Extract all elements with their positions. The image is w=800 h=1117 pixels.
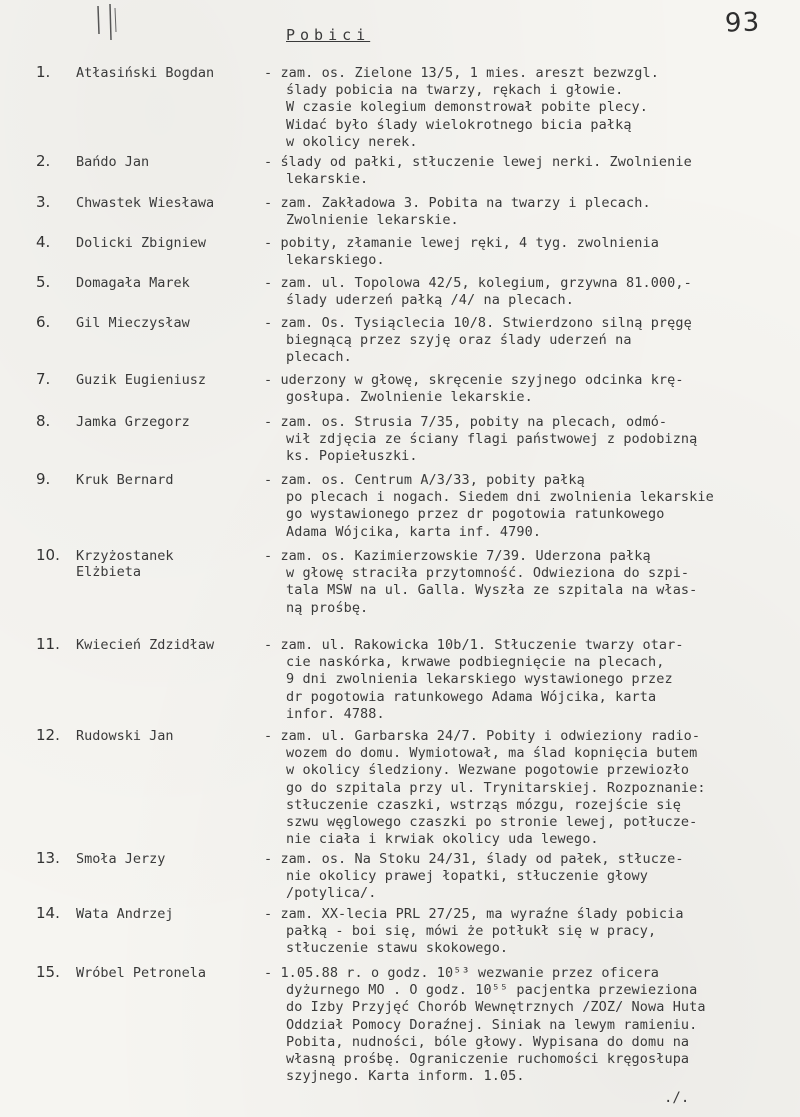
entry-detail-line: w okolicy nerek.	[286, 133, 418, 150]
entry-name: Chwastek Wiesława	[76, 195, 215, 211]
entry-detail-line: W czasie kolegium demonstrował pobite plecy.	[286, 99, 649, 116]
entry-detail-line: szyjnego. Karta inform. 1.05.	[286, 1068, 525, 1085]
entry-detail-line: - ślady od pałki, stłuczenie lewej nerki. Zwolnienie	[264, 154, 692, 170]
entry-details	[264, 65, 794, 151]
entry-details	[264, 906, 794, 958]
entry-detail-line: wił zdjęcia ze ściany flagi państwowej z podobizną	[286, 431, 698, 448]
entry-detail-line: Widać było ślady wielokrotnego bicia pałką	[286, 116, 632, 133]
entry-detail-line: - zam. os. Centrum A/3/33, pobity pałką	[264, 472, 585, 488]
entry-detail-line: 9 dni zwolnienia lekarskiego wystawionego przez	[286, 671, 673, 688]
entry-number: 13.	[36, 849, 60, 867]
entry-detail-line: wozem do domu. Wymiotował, ma ślad kopnięcia butem	[286, 745, 698, 762]
entry-details	[264, 414, 794, 466]
entry-name: Smoła Jerzy	[76, 851, 166, 867]
entry-details	[264, 195, 794, 229]
entry-details	[264, 637, 794, 723]
entry-name: Rudowski Jan	[76, 728, 174, 744]
entry-detail-line: lekarskiego.	[286, 252, 385, 269]
entry-name: Kruk Bernard	[76, 472, 174, 488]
entry-details	[264, 965, 794, 1085]
entry-detail-line: Adama Wójcika, karta inf. 4790.	[286, 523, 542, 540]
entry-detail-line: lekarskie.	[286, 171, 369, 188]
page-number: 93	[724, 7, 761, 39]
entry-detail-line: własną prośbę. Ograniczenie ruchomości kręgosłupa	[286, 1051, 690, 1068]
entry-detail-line: - zam. ul. Topolowa 42/5, kolegium, grzywna 81.000,-	[264, 275, 692, 291]
entry-details	[264, 372, 794, 406]
entry-details	[264, 728, 794, 848]
entry-detail-line: gosłupa. Zwolnienie lekarskie.	[286, 389, 533, 406]
entry-number: 12.	[36, 726, 60, 744]
entry-detail-line: - zam. os. Na Stoku 24/31, ślady od pałek, stłucze-	[264, 851, 684, 867]
entry-detail-line: - zam. os. Zielone 13/5, 1 mies. areszt bezwzgl.	[264, 65, 659, 81]
entry-details	[264, 154, 794, 188]
entry-detail-line: dyżurnego MO . O godz. 10⁵⁵ pacjentka przewieziona	[286, 982, 698, 999]
entry-detail-line: pałką - boi się, mówi że potłukł się w pracy,	[286, 923, 657, 940]
entry-detail-line: ślady pobicia na twarzy, rękach i głowie.	[286, 82, 624, 99]
entry-number: 4.	[36, 233, 51, 251]
entry-detail-line: - zam. ul. Rakowicka 10b/1. Stłuczenie twarzy otar-	[264, 637, 684, 653]
entry-detail-line: nie okolicy prawej łopatki, stłuczenie głowy	[286, 868, 649, 885]
entry-number: 2.	[36, 152, 51, 170]
entry-details	[264, 275, 794, 309]
entry-detail-line: stłuczenie stawu skokowego.	[286, 940, 509, 957]
entry-number: 8.	[36, 412, 51, 430]
entry-number: 11.	[36, 635, 60, 653]
entry-detail-line: tala MSW na ul. Galla. Wyszła ze szpitala na włas-	[286, 582, 698, 599]
entry-number: 1.	[36, 63, 51, 81]
entry-detail-line: - zam. os. Kazimierzowskie 7/39. Uderzona pałką	[264, 548, 651, 564]
entry-detail-line: /potylica/.	[286, 885, 377, 902]
entry-detail-line: biegnącą przez szyję oraz ślady uderzeń na	[286, 332, 632, 349]
entry-detail-line: w głowę straciła przytomność. Odwieziona do szpi-	[286, 565, 690, 582]
entry-detail-line: w okolicy śledziony. Wezwane pogotowie przewiozło	[286, 762, 690, 779]
entry-detail-line: - 1.05.88 r. o godz. 10⁵³ wezwanie przez oficera	[264, 965, 659, 981]
entry-detail-line: ną prośbę.	[286, 599, 369, 616]
entry-detail-line: infor. 4788.	[286, 705, 385, 722]
margin-pen-marks	[92, 4, 132, 44]
entry-detail-line: - zam. XX-lecia PRL 27/25, ma wyraźne ślady pobicia	[264, 906, 684, 922]
entry-detail-line: cie naskórka, krwawe podbiegnięcie na plecach,	[286, 654, 665, 671]
entry-number: 5.	[36, 273, 51, 291]
entry-name: Domagała Marek	[76, 275, 190, 291]
entry-details	[264, 315, 794, 367]
entry-detail-line: - zam. Zakładowa 3. Pobita na twarzy i plecach.	[264, 195, 651, 211]
entry-detail-line: Oddział Pomocy Doraźnej. Siniak na lewym ramieniu.	[286, 1016, 698, 1033]
page-title: Pobici	[286, 26, 371, 44]
entry-name: Wróbel Petronela	[76, 965, 207, 981]
entry-detail-line: do Izby Przyjęć Chorób Wewnętrznych /ZOZ/ Nowa Huta	[286, 999, 706, 1016]
entry-details	[264, 548, 794, 617]
entry-detail-line: ślady uderzeń pałką /4/ na plecach.	[286, 292, 574, 309]
entry-name: Guzik Eugieniusz	[76, 372, 207, 388]
entry-detail-line: dr pogotowia ratunkowego Adama Wójcika, karta	[286, 688, 657, 705]
entry-name: Atłasiński Bogdan	[76, 65, 215, 81]
entry-name: Gil Mieczysław	[76, 315, 190, 331]
entry-number: 10.	[36, 546, 60, 564]
entry-detail-line: po plecach i nogach. Siedem dni zwolnienia lekarskie	[286, 489, 714, 506]
entry-detail-line: - zam. os. Strusia 7/35, pobity na plecach, odmó-	[264, 414, 668, 430]
entry-detail-line: Zwolnienie lekarskie.	[286, 212, 459, 229]
entry-detail-line: szwu węglowego czaszki po stronie lewej, potłucze-	[286, 814, 698, 831]
entry-detail-line: nie ciała i krwiak okolicy uda lewego.	[286, 831, 599, 848]
entry-detail-line: go wystawionego przez dr pogotowia ratunkowego	[286, 506, 665, 523]
entry-detail-line: - pobity, złamanie lewej ręki, 4 tyg. zwolnienia	[264, 235, 659, 251]
entry-number: 3.	[36, 193, 51, 211]
entry-name: Bańdo Jan	[76, 154, 150, 170]
entry-detail-line: ks. Popiełuszki.	[286, 448, 418, 465]
entry-detail-line: - zam. ul. Garbarska 24/7. Pobity i odwieziony radio-	[264, 728, 701, 744]
entry-details	[264, 235, 794, 269]
entry-number: 7.	[36, 370, 51, 388]
entry-details	[264, 851, 794, 903]
entry-number: 9.	[36, 470, 51, 488]
entry-number: 14.	[36, 904, 60, 922]
entry-detail-line: - uderzony w głowę, skręcenie szyjnego odcinka krę-	[264, 372, 684, 388]
entry-number: 15.	[36, 963, 60, 981]
entry-details	[264, 472, 794, 541]
entry-name: Dolicki Zbigniew	[76, 235, 207, 251]
entry-number: 6.	[36, 313, 51, 331]
entry-detail-line: - zam. Os. Tysiąclecia 10/8. Stwierdzono silną pręgę	[264, 315, 692, 331]
entry-detail-line: plecach.	[286, 349, 352, 366]
entry-name: Wata Andrzej	[76, 906, 174, 922]
end-mark: ./.	[664, 1090, 690, 1106]
entry-name: Krzyżostanek Elżbieta	[76, 548, 174, 580]
entry-detail-line: stłuczenie czaszki, wstrząs mózgu, rozejście się	[286, 796, 681, 813]
entry-detail-line: go do szpitala przy ul. Trynitarskiej. Rozpoznanie:	[286, 779, 706, 796]
entry-name: Jamka Grzegorz	[76, 414, 190, 430]
entry-name: Kwiecień Zdzidław	[76, 637, 215, 653]
entry-detail-line: Pobita, nudności, bóle głowy. Wypisana do domu na	[286, 1033, 690, 1050]
